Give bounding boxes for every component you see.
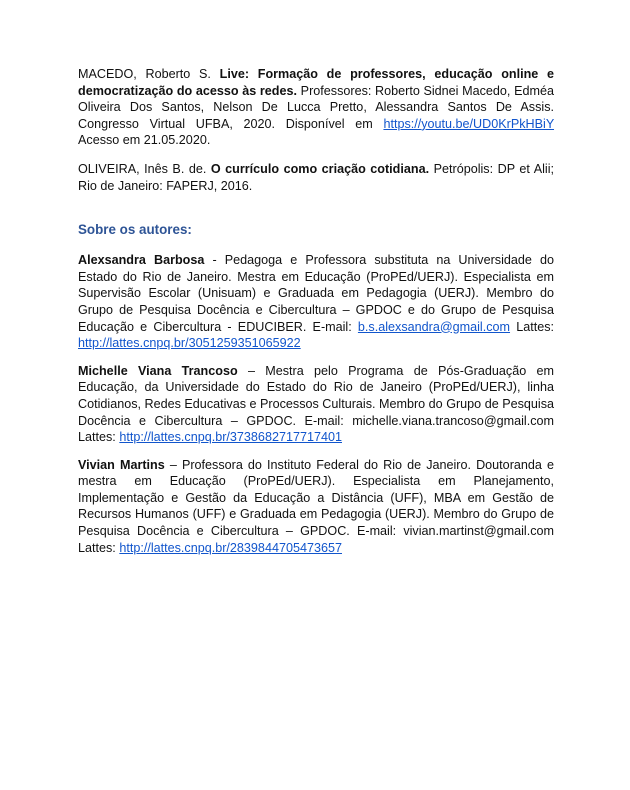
lattes-link[interactable]: http://lattes.cnpq.br/3738682717717401: [119, 430, 342, 445]
author-bio-vivian: [78, 457, 554, 557]
reference-access-date: Acesso em 21.05.2020.: [78, 133, 211, 148]
author-description: – Mestra pelo Programa de Pós-Graduação em Educação, da Universidade do Estado do Rio de Janeiro (ProPEd/UERJ), linha Cotidianos, Redes Educativas e Processos Culturais. Membro do Grupo de Pesquisa Docência e Cibercultura – GPDOC. E-mail: michelle.viana.trancoso@gmail.com Lattes:: [78, 363, 555, 445]
lattes-link[interactable]: http://lattes.cnpq.br/2839844705473657: [119, 540, 342, 555]
author-name: Alexsandra Barbosa: [78, 253, 205, 268]
email-link[interactable]: b.s.alexsandra@gmail.com: [357, 319, 511, 334]
reference-author: MACEDO, Roberto S.: [78, 67, 211, 81]
author-description: - Pedagoga e Professora substituta na Universidade do Estado do Rio de Janeiro. Mestra em Educação (ProPEd/UERJ). Especialista em Supervisão Escolar (Unisuam) e Graduada em Pedagogia (UERJ). Membro do Grupo de Pesquisa Docência e Cibercultura – GPDOC e do Grupo de Pesquisa Educação e Cibercultura - EDUCIBER. E-mail:: [78, 253, 555, 334]
reference-details: Professores: Roberto Sidnei Macedo, Edméa Oliveira Dos Santos, Nelson De Lucca Pretto, Alessandra Santos De Assis. Congresso Virtual UFBA, 2020. Disponível em: [78, 83, 554, 131]
reference-title: Live: Formação de professores, educação online e democratização do acesso às redes.: [78, 67, 554, 98]
reference-author: OLIVEIRA, Inês B. de.: [78, 161, 207, 176]
author-bio-alexsandra: [78, 252, 554, 352]
author-description: – Professora do Instituto Federal do Rio de Janeiro. Doutoranda e mestra em Educação (ProPEd/UERJ). Especialista em Planejamento, Implementação e Gestão da Educação a Distância (UFF), MBA em Gestão de Recursos Humanos (UFF) e Graduada em Pedagogia (UERJ). Membro do Grupo de Pesquisa Docência e Cibercultura – GPDOC. E-mail: vivian.martinst@gmail.com Lattes:: [78, 457, 554, 555]
lattes-link[interactable]: http://lattes.cnpq.br/3051259351065922: [78, 336, 301, 351]
author-bio-michelle: [78, 363, 554, 446]
youtube-link[interactable]: https://youtu.be/UD0KrPkHBiY: [383, 116, 555, 131]
section-heading-about-authors: Sobre os autores:: [78, 222, 192, 238]
reference-details: Petrópolis: DP et Alii; Rio de Janeiro: FAPERJ, 2016.: [78, 161, 554, 193]
author-name: Michelle Viana Trancoso: [78, 363, 238, 378]
lattes-label: Lattes:: [516, 319, 555, 334]
reference-title: O currículo como criação cotidiana.: [210, 161, 430, 176]
author-name: Vivian Martins: [78, 457, 165, 472]
reference-macedo: [78, 66, 554, 149]
reference-oliveira: [78, 161, 554, 194]
